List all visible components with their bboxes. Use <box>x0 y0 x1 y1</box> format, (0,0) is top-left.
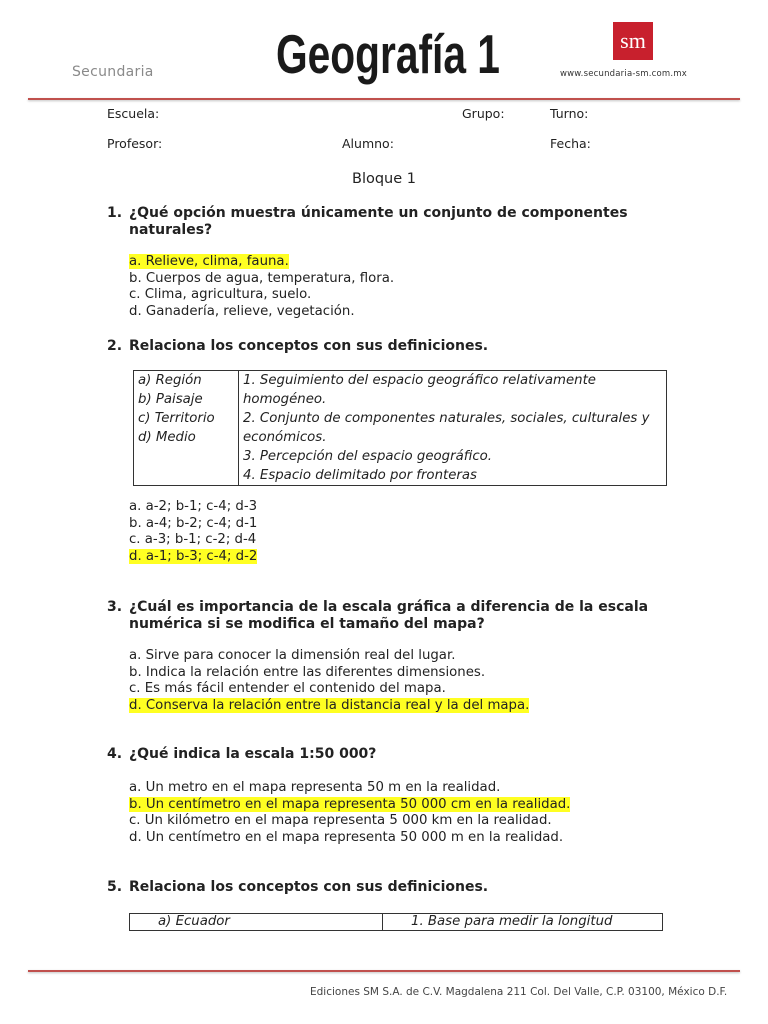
question-3-number: 3. <box>107 599 123 615</box>
question-1-text: ¿Qué opción muestra únicamente un conjunto de componentes naturales? <box>129 205 628 238</box>
field-profesor: Profesor: <box>107 136 163 151</box>
definitions-cell <box>239 371 667 486</box>
concept-item: a) Región <box>138 373 202 388</box>
question-3-option-d <box>129 698 529 715</box>
definition-item: 1. Seguimiento del espacio geográfico relativamente homogéneo. <box>243 373 596 407</box>
question-1-number: 1. <box>107 205 123 221</box>
question-2-option-c: c. a-3; b-1; c-2; d-4 <box>129 532 257 547</box>
field-turno: Turno: <box>550 106 589 121</box>
block-title: Bloque 1 <box>352 171 416 187</box>
question-4-option-c: c. Un kilómetro en el mapa representa 5 000 km en la realidad. <box>129 813 552 828</box>
question-1-option-b: b. Cuerpos de agua, temperatura, flora. <box>129 271 395 286</box>
answer-highlight: d. a-1; b-3; c-4; d-2 <box>129 549 258 564</box>
question-2-number: 2. <box>107 338 123 354</box>
question-4-number: 4. <box>107 746 123 762</box>
question-2-relation-table <box>133 370 667 486</box>
field-grupo: Grupo: <box>462 106 505 121</box>
question-5-text: Relaciona los conceptos con sus definiciones. <box>129 879 489 895</box>
concept-item: c) Territorio <box>138 411 215 426</box>
question-2-option-d <box>129 549 257 566</box>
sm-logo: sm <box>613 22 653 60</box>
question-4-option-b <box>129 797 570 814</box>
question-2-option-a: a. a-2; b-1; c-4; d-3 <box>129 499 258 514</box>
question-4-text: ¿Qué indica la escala 1:50 000? <box>129 746 377 762</box>
book-title: Geografía 1 <box>276 23 500 85</box>
footer-divider <box>28 970 740 972</box>
question-1-option-d: d. Ganadería, relieve, vegetación. <box>129 304 355 319</box>
footer-publisher-address: Ediciones SM S.A. de C.V. Magdalena 211 Col. Del Valle, C.P. 03100, México D.F. <box>310 986 728 998</box>
question-2-option-b: b. a-4; b-2; c-4; d-1 <box>129 516 258 531</box>
header-divider <box>28 98 740 100</box>
definition-item: 3. Percepción del espacio geográfico. <box>243 449 492 464</box>
question-2-text: Relaciona los conceptos con sus definiciones. <box>129 338 489 354</box>
series-label: Secundaria <box>72 64 154 80</box>
concept-item: b) Paisaje <box>138 392 203 407</box>
question-4-option-d: d. Un centímetro en el mapa representa 50 000 m en la realidad. <box>129 830 564 845</box>
publisher-url: www.secundaria-sm.com.mx <box>560 69 687 79</box>
question-3-option-a: a. Sirve para conocer la dimensión real del lugar. <box>129 648 456 663</box>
question-5-number: 5. <box>107 879 123 895</box>
field-fecha: Fecha: <box>550 136 591 151</box>
question-3-option-c: c. Es más fácil entender el contenido del mapa. <box>129 681 446 696</box>
answer-highlight: d. Conserva la relación entre la distancia real y la del mapa. <box>129 698 530 713</box>
question-5-relation-table <box>129 913 663 931</box>
question-1-option-a <box>129 254 289 271</box>
definitions-cell: 1. Base para medir la longitud <box>383 914 663 931</box>
question-3-text: ¿Cuál es importancia de la escala gráfica a diferencia de la escala numérica si se modifica el tamaño del mapa? <box>129 599 649 632</box>
field-alumno: Alumno: <box>342 136 394 151</box>
question-1-option-c: c. Clima, agricultura, suelo. <box>129 287 312 302</box>
field-escuela: Escuela: <box>107 106 160 121</box>
question-4-option-a: a. Un metro en el mapa representa 50 m en la realidad. <box>129 780 501 795</box>
concept-item: d) Medio <box>138 430 196 445</box>
definition-item: 4. Espacio delimitado por fronteras <box>243 468 477 483</box>
definition-item: 2. Conjunto de componentes naturales, sociales, culturales y económicos. <box>243 411 650 445</box>
question-3-option-b: b. Indica la relación entre las diferentes dimensiones. <box>129 665 486 680</box>
concepts-cell: a) Ecuador <box>130 914 383 931</box>
concepts-cell <box>134 371 239 486</box>
answer-highlight: a. Relieve, clima, fauna. <box>129 254 289 269</box>
answer-highlight: b. Un centímetro en el mapa representa 50 000 cm en la realidad. <box>129 797 571 812</box>
